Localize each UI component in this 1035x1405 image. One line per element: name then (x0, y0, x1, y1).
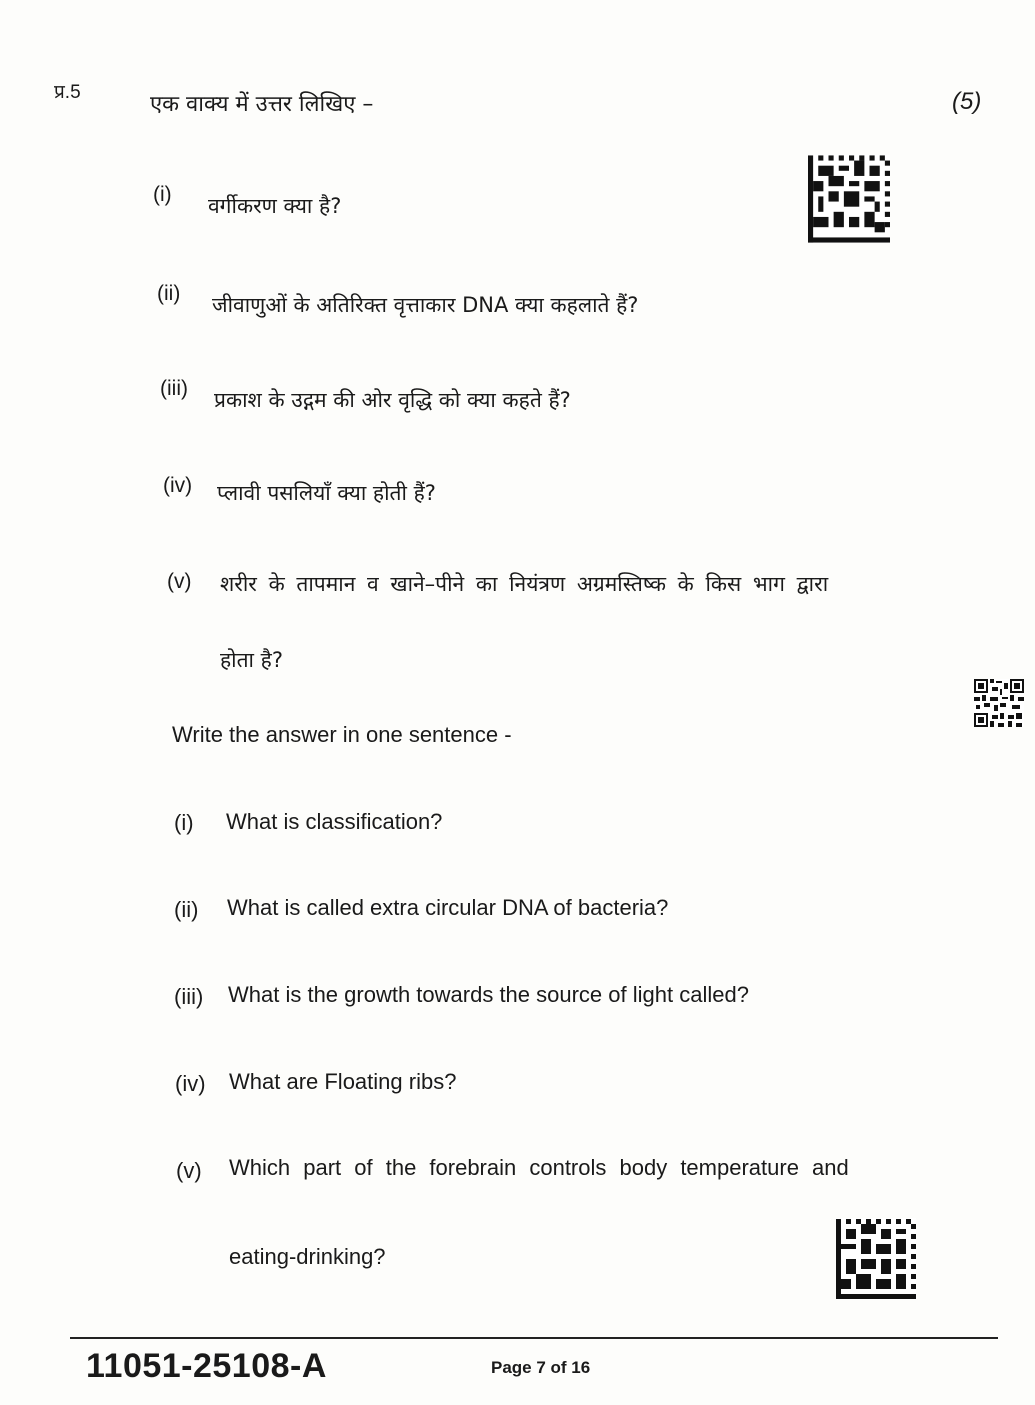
hindi-item-2-num: (ii) (157, 282, 181, 305)
english-item-5-text: Which part of the forebrain controls body temperature and (229, 1155, 849, 1180)
instruction-english: Write the answer in one sentence - (172, 722, 512, 747)
hindi-item-3-num: (iii) (160, 377, 188, 400)
hindi-item-5-text: शरीर के तापमान व खाने–पीने का नियंत्रण अग्रमस्तिष्क के किस भाग द्वारा (220, 572, 829, 596)
english-item-4-text: What are Floating ribs? (229, 1069, 457, 1094)
page-number: Page 7 of 16 (491, 1358, 591, 1377)
hindi-item-4-num: (iv) (163, 474, 193, 497)
hindi-item-4-text: प्लावी पसलियाँ क्या होती हैं? (217, 481, 436, 505)
hindi-item-5-num: (v) (167, 570, 192, 593)
marks-label: (5) (952, 88, 982, 115)
hindi-item-3-text: प्रकाश के उद्गम की ओर वृद्धि को क्या कहते हैं? (214, 388, 571, 412)
instruction-hindi: एक वाक्य में उत्तर लिखिए – (150, 92, 374, 117)
question-number: प्र.5 (54, 82, 81, 103)
datamatrix-code-bottom (836, 1218, 916, 1300)
english-item-3-num: (iii) (174, 984, 204, 1009)
english-item-2-num: (ii) (174, 897, 199, 922)
footer-divider (70, 1337, 998, 1339)
datamatrix-code-top (808, 155, 890, 243)
english-item-2-text: What is called extra circular DNA of bacteria? (227, 895, 669, 920)
hindi-item-1-num: (i) (153, 183, 172, 206)
english-item-3-text: What is the growth towards the source of light called? (228, 982, 749, 1007)
hindi-item-1-text: वर्गीकरण क्या है? (208, 194, 342, 218)
qr-code (974, 679, 1024, 727)
english-item-5-num: (v) (176, 1158, 202, 1183)
english-item-1-text: What is classification? (226, 809, 443, 834)
english-item-1-num: (i) (174, 810, 194, 835)
hindi-item-2-text: जीवाणुओं के अतिरिक्त वृत्ताकार DNA क्या कहलाते हैं? (212, 293, 639, 317)
english-item-5-continuation: eating-drinking? (229, 1244, 386, 1269)
english-item-4-num: (iv) (175, 1071, 206, 1096)
hindi-item-5-continuation: होता है? (220, 648, 283, 672)
paper-code: 11051-25108-A (86, 1347, 327, 1385)
